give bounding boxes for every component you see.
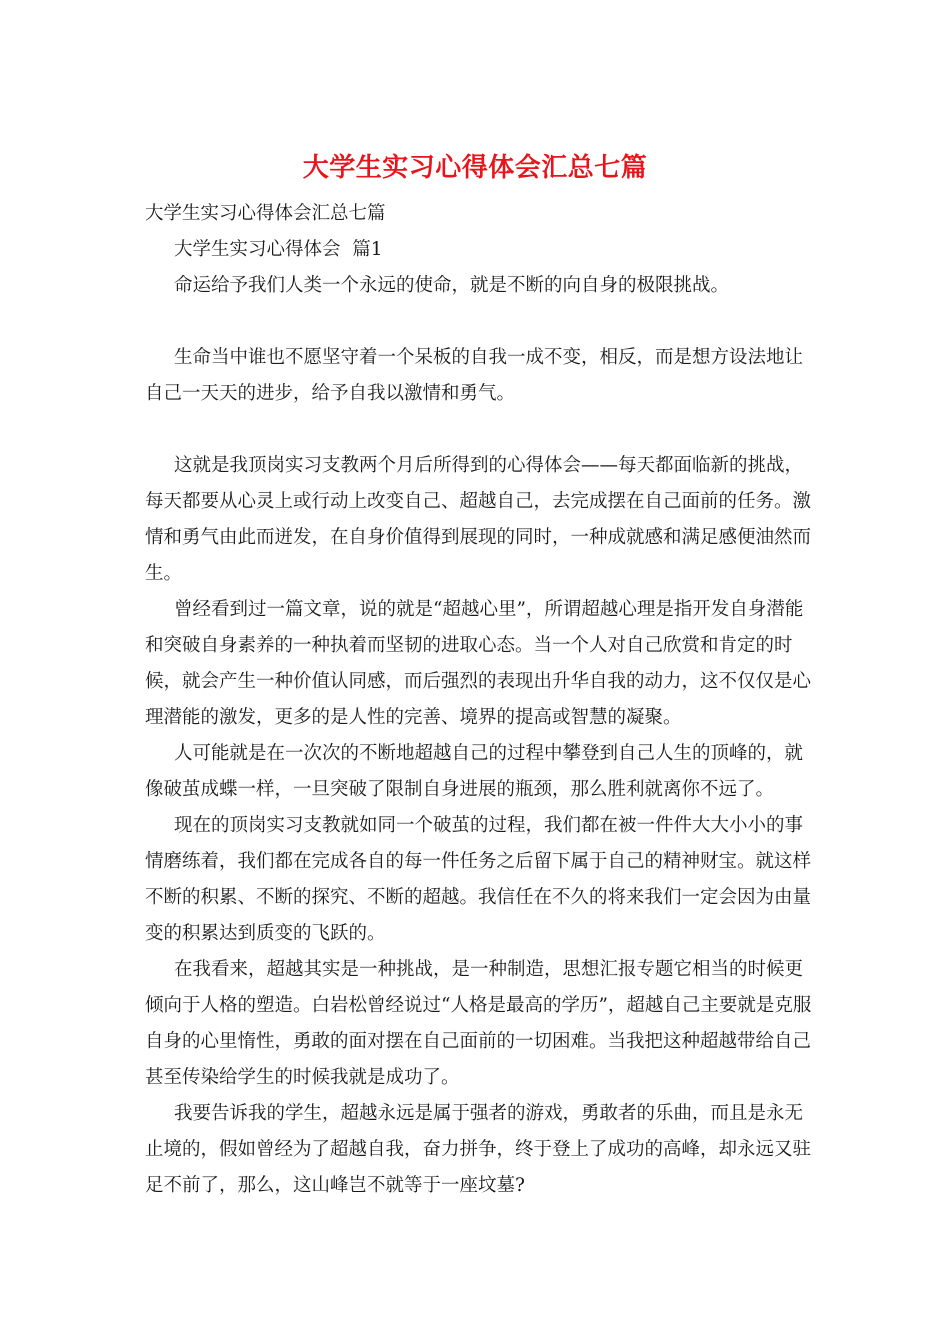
section-heading: 大学生实习心得体会 篇1 xyxy=(174,239,383,260)
paragraph-5: 人可能就是在一次次的不断地超越自己的过程中攀登到自己人生的顶峰的，就像破茧成蝶一样，一旦突破了限制自身进展的瓶颈，那么胜利就离你不远了。 xyxy=(145,743,804,800)
paragraph-4: 曾经看到过一篇文章，说的就是“超越心里”，所谓超越心理是指开发自身潜能和突破自身素养的一种执着而坚韧的进取心态。当一个人对自己欣赏和肯定的时候，就会产生一种价值认同感，而后强烈的表现出升华自我的动力，这不仅仅是心理潜能的激发，更多的是人性的完善、境界的提高或智慧的凝聚。 xyxy=(145,599,812,728)
intro-heading: 大学生实习心得体会汇总七篇 xyxy=(145,203,386,224)
paragraph-2: 生命当中谁也不愿坚守着一个呆板的自我一成不变，相反，而是想方设法地让自己一天天的进步，给予自我以激情和勇气。 xyxy=(145,347,804,404)
paragraph-7: 在我看来，超越其实是一种挑战，是一种制造，思想汇报专题它相当的时候更倾向于人格的塑造。白岩松曾经说过“人格是最高的学历”，超越自己主要就是克服自身的心里惰性，勇敢的面对摆在自己面前的一切困难。当我把这种超越带给自己甚至传染给学生的时候我就是成功了。 xyxy=(145,959,812,1088)
paragraph-6: 现在的顶岗实习支教就如同一个破茧的过程，我们都在被一件件大大小小的事情磨练着，我们都在完成各自的每一件任务之后留下属于自己的精神财宝。就这样不断的积累、不断的探究、不断的超越。我信任在不久的将来我们一定会因为由量变的积累达到质变的飞跃的。 xyxy=(145,815,812,944)
paragraph-spacer xyxy=(145,412,815,448)
paragraph-spacer xyxy=(145,304,815,340)
paragraph-8: 我要告诉我的学生，超越永远是属于强者的游戏，勇敢者的乐曲，而且是永无止境的，假如曾经为了超越自我，奋力拼争，终于登上了成功的高峰，却永远又驻足不前了，那么，这山峰岂不就等于一座坟墓? xyxy=(145,1103,812,1196)
document-body xyxy=(145,196,815,1204)
paragraph-1: 命运给予我们人类一个永远的使命，就是不断的向自身的极限挑战。 xyxy=(174,275,730,296)
document-title: 大学生实习心得体会汇总七篇 xyxy=(302,153,648,183)
paragraph-3: 这就是我顶岗实习支教两个月后所得到的心得体会——每天都面临新的挑战，每天都要从心灵上或行动上改变自己、超越自己，去完成摆在自己面前的任务。激情和勇气由此而迸发，在自身价值得到展现的同时，一种成就感和满足感便油然而生。 xyxy=(145,455,812,584)
